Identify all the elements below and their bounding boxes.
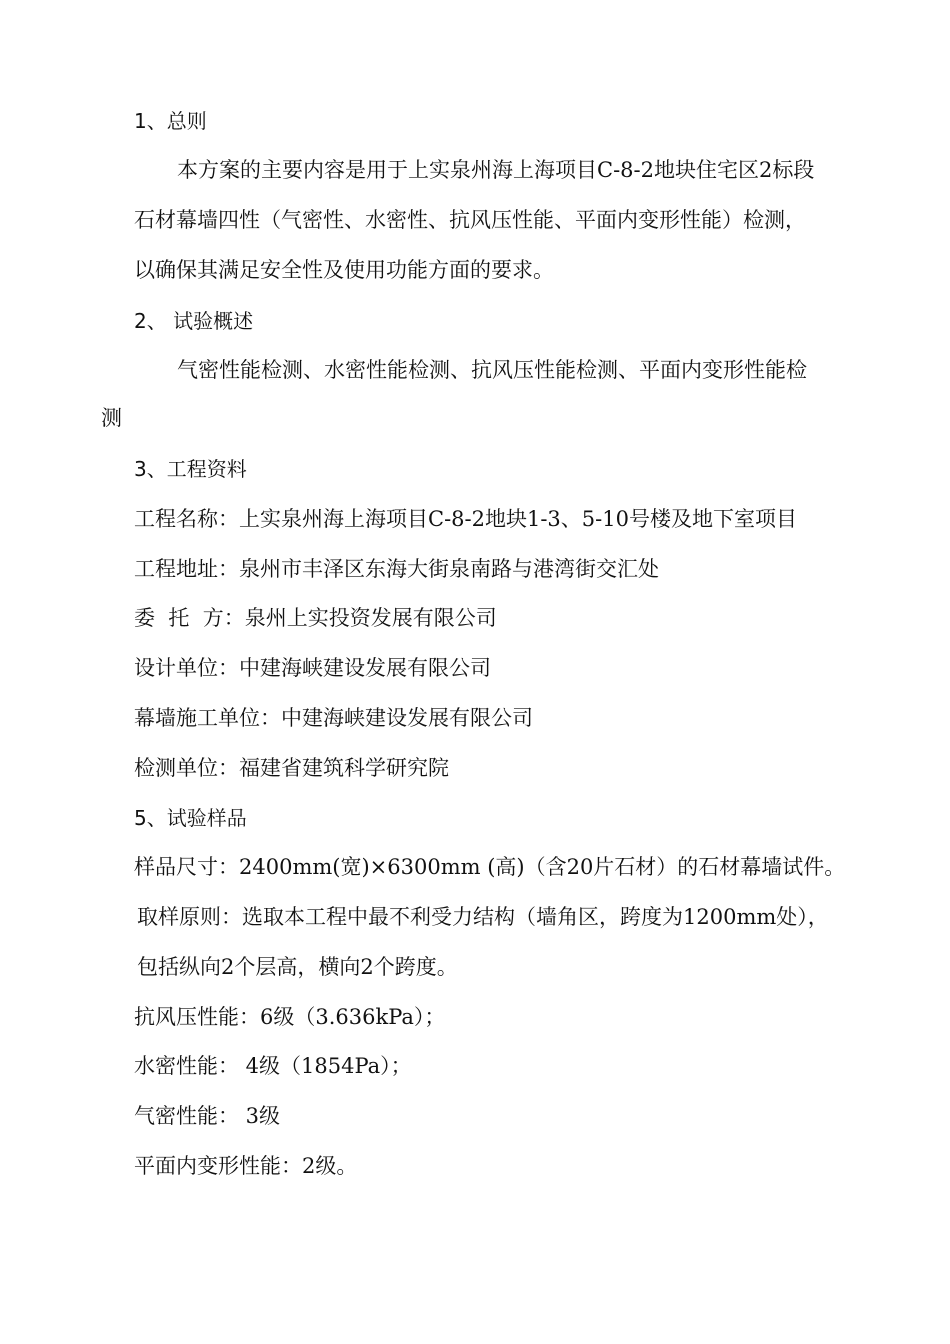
overview-paragraph-line: 测 (101, 406, 122, 430)
testing-unit: 检测单位：福建省建筑科学研究院 (134, 756, 449, 780)
overview-paragraph-line: 气密性能检测、水密性能检测、抗风压性能检测、平面内变形性能检 (177, 358, 807, 382)
client: 委 托 方：泉州上实投资发展有限公司 (134, 606, 497, 630)
water-tightness-performance: 水密性能： 4级（1854Pa）； (134, 1054, 412, 1078)
project-name: 工程名称：上实泉州海上海项目C-8-2地块1-3、5-10号楼及地下室项目 (134, 507, 797, 531)
general-paragraph-line: 以确保其满足安全性及使用功能方面的要求。 (134, 258, 554, 282)
air-tightness-performance: 气密性能： 3级 (134, 1104, 281, 1128)
project-address: 工程地址：泉州市丰泽区东海大街泉南路与港湾街交汇处 (134, 557, 659, 581)
in-plane-deformation-performance: 平面内变形性能：2级。 (134, 1154, 358, 1178)
wind-pressure-performance: 抗风压性能：6级（3.636kPa）； (134, 1005, 446, 1029)
curtain-wall-contractor: 幕墙施工单位：中建海峡建设发展有限公司 (134, 706, 533, 730)
sampling-principle: 取样原则：选取本工程中最不利受力结构（墙角区，跨度为1200mm处）， (137, 905, 829, 929)
general-paragraph-line: 本方案的主要内容是用于上实泉州海上海项目C-8-2地块住宅区2标段 (177, 158, 815, 182)
section-heading-sample: 5、试验样品 (134, 806, 247, 830)
design-unit: 设计单位：中建海峡建设发展有限公司 (134, 656, 491, 680)
sample-size: 样品尺寸：2400mm(宽)×6300mm (高)（含20片石材）的石材幕墙试件。 (134, 855, 846, 879)
section-heading-overview: 2、 试验概述 (134, 309, 254, 333)
sampling-principle-cont: 包括纵向2个层高，横向2个跨度。 (137, 955, 458, 979)
section-heading-general: 1、总则 (134, 109, 207, 133)
general-paragraph-line: 石材幕墙四性（气密性、水密性、抗风压性能、平面内变形性能）检测， (134, 208, 806, 232)
section-heading-project-info: 3、工程资料 (134, 457, 247, 481)
